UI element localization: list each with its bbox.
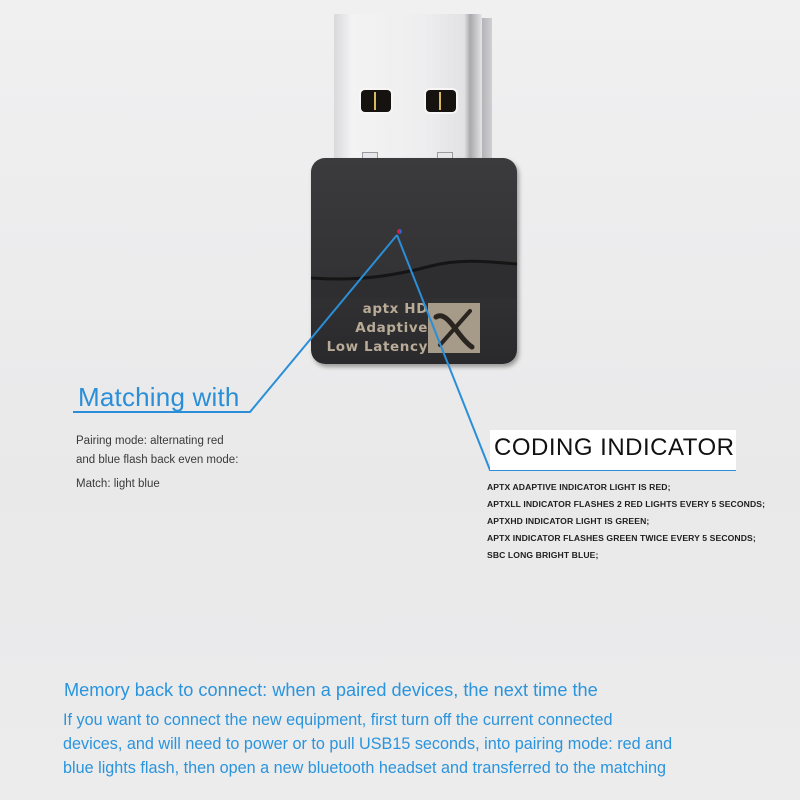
label-low-latency: Low Latency (326, 339, 428, 355)
label-aptx-hd: aptx HD (362, 301, 428, 317)
memory-title: Memory back to connect: when a paired devices, the next time the (64, 680, 598, 700)
coding-item: APTX ADAPTIVE INDICATOR LIGHT IS RED; (487, 482, 671, 492)
match-status: Match: light blue (76, 478, 160, 490)
coding-item: APTXLL INDICATOR FLASHES 2 RED LIGHTS EVERY 5 SECONDS; (487, 499, 766, 509)
label-adaptive: Adaptive (355, 320, 428, 336)
memory-line: If you want to connect the new equipment, first turn off the current connected (63, 711, 613, 729)
coding-indicator-list (487, 479, 765, 564)
matching-line: and blue flash back even mode: (76, 454, 239, 466)
matching-line: Pairing mode: alternating red (76, 435, 224, 447)
memory-line: devices, and will need to power or to pull USB15 seconds, into pairing mode: red and (63, 735, 673, 753)
coding-indicator-title: CODING INDICATOR (494, 434, 735, 461)
matching-description (76, 432, 238, 494)
coding-item: SBC LONG BRIGHT BLUE; (487, 550, 599, 560)
coding-item: APTX INDICATOR FLASHES GREEN TWICE EVERY 5 SECONDS; (487, 533, 756, 543)
matching-title: Matching with (78, 382, 240, 412)
memory-description (63, 708, 672, 780)
coding-item: APTXHD INDICATOR LIGHT IS GREEN; (487, 516, 650, 526)
memory-line: blue lights flash, then open a new bluetooth headset and transferred to the matching (63, 759, 666, 777)
